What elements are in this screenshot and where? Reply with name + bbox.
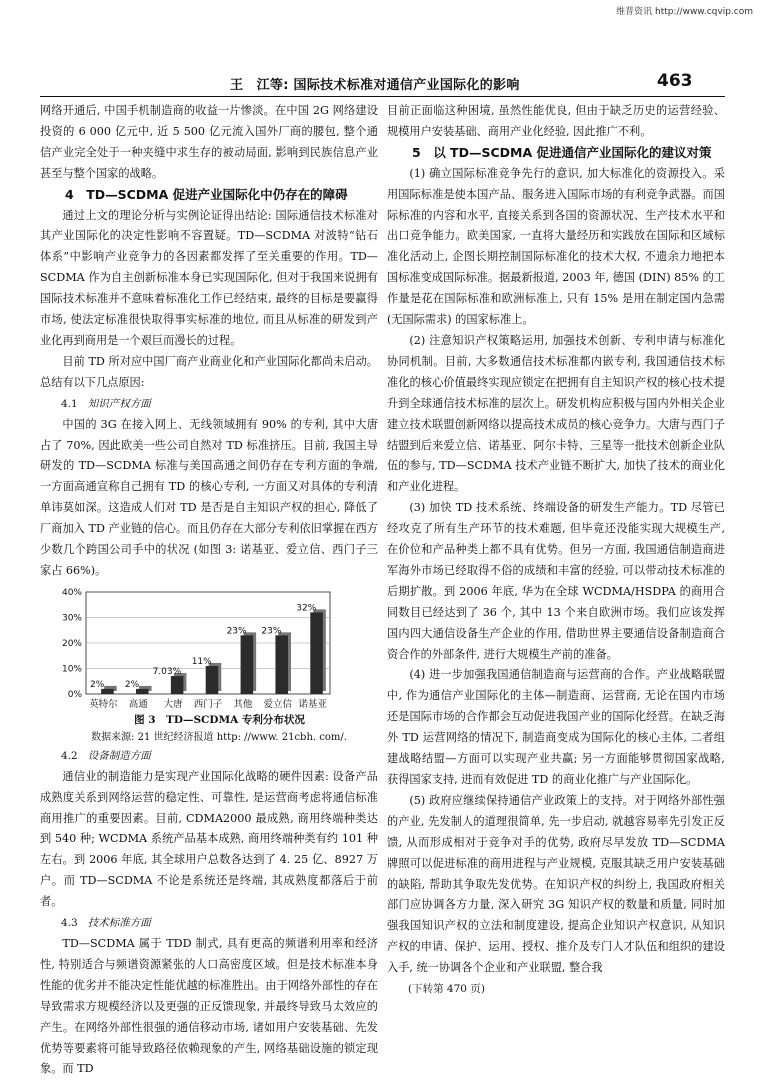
paragraph: TD—SCDMA 属于 TDD 制式, 具有更高的频谱利用率和经济性, 特别适合与频谱资源紧张的人口高密度区域。但是技术标准本身性能的优劣并不能决定性能优越的标准胜出。由于网络外部性的存在导致需求方规模经济以及更强的正反馈现象, 并最终导致马太效应的产生。在网络外部性很强的通信移动市场, 诸如用户安装基础、先发优势等要素将可能导致路径依赖现象的产生, 网络基础设施的锁定现象。而 TD xyxy=(40,937,378,1076)
paragraph: (1) 确立国际标准竞争先行的意识, 加大标准化的资源投入。采用国际标准是使本国产品、服务进入国际市场的有利竞争武器。而国际标准的内容和水平, 直接关系到各国的资源状况、生产技术水平和出口竞争能力。欧美国家, 一直将大量经历和实践放在国际和区域标准化活动上, 企图长期控制国际标准化的技术大权, 不遗余力地把本国标准变成国际标准。据最新报道, 2003 年, 德国 (DIN) 85% 的工作量是花在国际标准和欧洲标准上, 只有 15% 是用在制定国内急需 (无国际需求) 的国家标准上。 xyxy=(387,166,725,327)
x-tick-label: 爱立信 xyxy=(263,698,292,710)
figure-source: 数据来源: 21 世纪经济报道 http: //www. 21cbh. com/. xyxy=(91,731,347,743)
header-rule xyxy=(40,96,725,97)
paragraph: 目前正面临这种困境, 虽然性能优良, 但由于缺乏历史的运营经验、规模用户安装基础、商用产业化经验, 因此推广不利。 xyxy=(387,104,725,138)
x-tick-label: 英特尔 xyxy=(89,698,118,710)
bar-value-label: 32% xyxy=(296,603,317,614)
bar xyxy=(275,635,288,694)
section-heading: 4 TD—SCDMA 促进产业国际化中仍存在的障碍 xyxy=(65,186,348,202)
left-column xyxy=(40,101,378,1080)
subsection-title: 技术标准方面 xyxy=(87,917,151,930)
x-tick-label: 其他 xyxy=(233,698,253,710)
subsection-number: 4.1 xyxy=(61,397,78,410)
paragraph: (2) 注意知识产权策略运用, 加强技术创新、专利申请与标准化协同机制。目前, 大多数通信技术标准都内嵌专利, 我国通信技术标准化的核心价值最终实现应锁定在把拥有自主知识产权的核心技术提升到全球通信技术标准的层次上。研发机构应积极与国内外相关企业建立技术联盟创新网络以提高技术成员的核心竞争力。大唐与西门子结盟到后来爱立信、诺基亚、阿尔卡特、三星等一批技术创新企业队伍的参与, TD—SCDMA 技术产业链不断扩大, 加快了技术的商业化和产业化进程。 xyxy=(387,333,725,494)
subsection-title: 设备制造方面 xyxy=(87,749,151,762)
bar-value-label: 2% xyxy=(124,679,140,690)
chart-svg xyxy=(40,584,378,712)
bar xyxy=(241,635,254,694)
y-tick-label: 40% xyxy=(61,587,82,598)
subsection-heading xyxy=(40,746,378,767)
y-tick-label: 30% xyxy=(61,613,82,624)
y-tick-label: 10% xyxy=(61,664,82,675)
subsection-number: 4.2 xyxy=(61,749,78,762)
paragraph: 中国的 3G 在接入网上、无线领域拥有 90% 的专利, 其中大唐占了 70%, 因此欧美一些公司自然对 TD 标准挤压。目前, 我国主导研发的 TD—SCDMA 标准与美国高通之间仍存在专利方面的争端, 一方面高通宣称自己拥有 TD 的核心专利, 一方面又对具体的专利清单讳莫如深。这造成人们对 TD 是否是自主知识产权的担心, 降低了厂商加入 TD 产业链的信心。而且仍存在大部分专利依旧掌握在西方少数几个跨国公司手中的状况 (如图 3: 诺基亚、爱立信、西门子三家占 66%)。 xyxy=(40,417,378,577)
bar-value-label: 23% xyxy=(226,626,247,637)
bar-value-label: 7.03% xyxy=(152,666,182,677)
bar-value-label: 2% xyxy=(90,679,105,690)
subsection-heading xyxy=(40,913,378,934)
section-heading: 5 以 TD—SCDMA 促进通信产业国际化的建议对策 xyxy=(412,144,712,160)
right-column xyxy=(387,101,725,1000)
bar-value-label: 23% xyxy=(261,626,282,637)
continued-note: (下转第 470 页) xyxy=(408,983,485,996)
subsection-title: 知识产权方面 xyxy=(87,397,151,410)
bar xyxy=(206,666,219,694)
paragraph: (5) 政府应继续保持通信产业政策上的支持。对于网络外部性强的产业, 先发制人的道理很简单, 先一步启动, 就越容易率先引发正反馈, 从而形成相对于竞争对手的优势, 政府尽早发放 TD—SCDMA 牌照可以促进标准的商用进程与产业规模, 克服其缺乏用户安装基础的缺陷, 帮助其争取先发优势。在知识产权的纠纷上, 我国政府相关部门应协调各方力量, 深入研究 3G 知识产权的数量和质量, 同时加强我国知识产权的立法和制度建设, 提高企业知识产权意识, 从知识产权的申请、保护、运用、授权、推介及专门人才队伍和组织的建设入手, 统一协调各个企业和产业联盟, 整合我 xyxy=(387,793,725,975)
bar-value-label: 11% xyxy=(191,656,212,667)
watermark: 维普资讯 http://www.cqvip.com xyxy=(616,7,753,17)
patent-distribution-chart xyxy=(40,584,378,712)
bar xyxy=(310,612,323,694)
running-header: 王 江等: 国际技术标准对通信产业国际化的影响 xyxy=(230,78,520,93)
paragraph: 目前 TD 所对应中国厂商产业商业化和产业国际化都尚未启动。总结有以下几点原因: xyxy=(40,354,378,389)
paragraph: 通过上文的理论分析与实例论证得出结论: 国际通信技术标准对其产业国际化的决定性影响不容置疑。TD—SCDMA 对波特“钻石体系”中影响产业竞争力的各因素都发挥了至关重要的作用。TD—SCDMA 作为自主创新标准本身已实现国际化, 但对于我国来说拥有国际技术标准并不意味着标准化工作已经结束, 最终的目标是要赢得市场, 使法定标准很快取得事实标准的地位, 而且从标准的研发到产业化再到商用是一个艰巨而漫长的过程。 xyxy=(40,208,378,347)
x-tick-label: 大唐 xyxy=(163,698,183,710)
paragraph: 通信业的制造能力是实现产业国际化战略的硬件因素: 设备产品成熟度关系到网络运营的稳定性、可靠性, 是运营商考虑将通信标准商用推广的重要因素。目前, CDMA2000 最成熟, 商用终端种类达到 540 种; WCDMA 系统产品基本成熟, 商用终端种类有约 101 种左右。到 2006 年底, 其全球用户总数各达到了 4. 25 亿、8927 万户。而 TD—SCDMA 不论是系统还是终端, 其成熟度都落后于前者。 xyxy=(40,769,378,909)
subsection-heading xyxy=(40,394,378,415)
y-tick-label: 0% xyxy=(67,689,82,700)
page-number: 463 xyxy=(657,71,693,91)
x-tick-label: 西门子 xyxy=(193,698,223,710)
bar xyxy=(171,676,184,694)
figure-caption: 图 3 TD—SCDMA 专利分布状况 xyxy=(134,713,305,726)
x-tick-label: 诺基亚 xyxy=(298,698,327,710)
paragraph: (4) 进一步加强我国通信制造商与运营商的合作。产业战略联盟中, 作为通信产业国际化的主体—制造商、运营商, 无论在国内市场还是国际市场的合作都会互动促进我国产业的国际化经营。在缺乏海外 TD 运营网络的情况下, 制造商变成为国际化的核心主体, 二者组建战略结盟—方面可以实现产业共赢; 另一方面能够贯彻国家战略, 获得国家支持, 进而有效促进 TD 的商业化推广与产业国际化。 xyxy=(387,668,725,786)
paragraph: (3) 加快 TD 技术系统、终端设备的研发生产能力。TD 尽管已经攻克了所有生产环节的技术难题, 但毕竟还没能实现大规模生产, 在价位和产品种类上都不具有优势。但另一方面, 我国通信制造商进军海外市场已经取得不俗的成绩和丰富的经验, 可以带动技术标准的后期扩散。到 2006 年底, 华为在全球 WCDMA/HSDPA 的商用合同数目已经达到了 36 个, 其中 13 个来自欧洲市场。我们应该发挥国内四大通信设备生产企业的作用, 借助世界主要通信设备制造商合资合作的外部条件, 进行大规模生产前的准备。 xyxy=(387,501,725,661)
y-tick-label: 20% xyxy=(61,638,82,649)
paragraph: 网络开通后, 中国手机制造商的收益一片惨淡。在中国 2G 网络建设投资的 6 000 亿元中, 近 5 500 亿元流入国外厂商的腰包, 整个通信产业完全处于一种夹缝中求生存的被动局面, 影响到民族信息产业甚至与整个国家的战略。 xyxy=(40,104,378,180)
subsection-number: 4.3 xyxy=(61,917,78,930)
x-tick-label: 高通 xyxy=(128,698,148,710)
